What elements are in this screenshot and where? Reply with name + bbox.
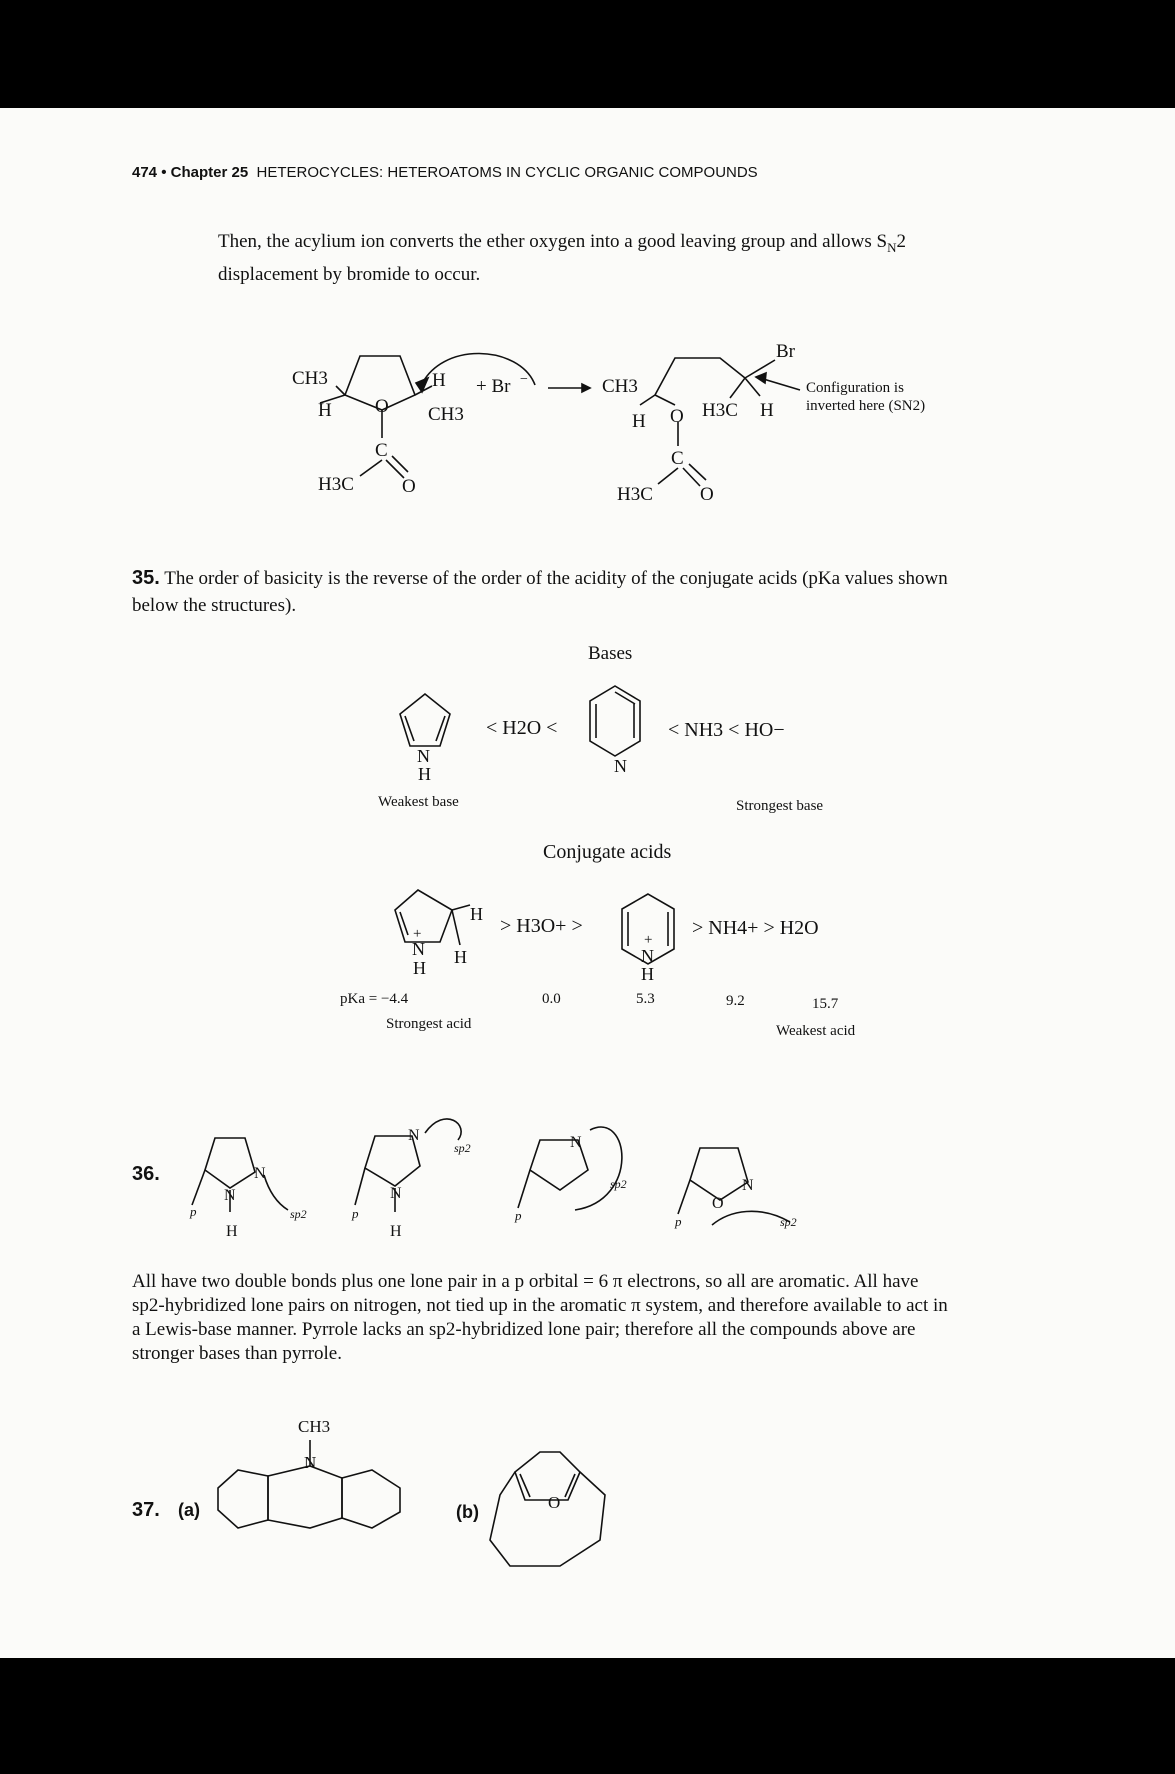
h3c-label: H3C: [617, 484, 653, 505]
intro-sn-subscript: N: [887, 239, 897, 255]
q35-line-1: The order of basicity is the reverse of the order of the acidity of the conjugate acids (pKa values shown: [164, 568, 948, 589]
q36-line-4: stronger bases than pyrrole.: [132, 1343, 342, 1364]
q36-line-2: sp2-hybridized lone pairs on nitrogen, not tied up in the aromatic π system, and therefore available to act in: [132, 1295, 948, 1316]
gt-nh4-h2o: > NH4+ > H2O: [692, 917, 819, 939]
h3c-label: H3C: [318, 474, 354, 495]
o-atom: O: [712, 1195, 724, 1212]
q36-line-1: All have two double bonds plus one lone pair in a p orbital = 6 π electrons, so all are aromatic. All have: [132, 1271, 919, 1292]
q36-number: 36.: [132, 1163, 160, 1185]
q36-line-3: a Lewis-base manner. Pyrrole lacks an sp2-hybridized lone pair; therefore all the compounds above are: [132, 1319, 916, 1340]
ch3-label: CH3: [428, 404, 464, 425]
intro-line-2: displacement by bromide to occur.: [218, 263, 481, 285]
strongest-acid-label: Strongest acid: [386, 1016, 472, 1032]
page-number: 474: [132, 164, 158, 181]
weakest-acid-label: Weakest acid: [776, 1023, 856, 1039]
pyrrolium-ch-h2: H: [454, 947, 467, 967]
q35-number: 35.: [132, 567, 160, 589]
pyridinium-h: H: [641, 964, 654, 984]
n-atom: N: [390, 1185, 402, 1202]
n-atom: N: [254, 1165, 266, 1182]
n-atom: N: [224, 1187, 236, 1204]
gt-h3o: > H3O+ >: [500, 915, 583, 937]
q37-part-b: (b): [456, 1502, 479, 1522]
cyclohexane-right: [342, 1470, 400, 1528]
header-bullet: •: [161, 164, 167, 181]
q37-part-a: (a): [178, 1500, 200, 1520]
svg-text:−: −: [520, 372, 528, 387]
pka-pyridinium: 5.3: [636, 991, 655, 1007]
pyridinium-n: N: [641, 946, 654, 966]
pyrrolium-ch-h: H: [470, 904, 483, 924]
q37-number: 37.: [132, 1499, 160, 1521]
chapter-title: HETEROCYCLES: HETEROATOMS IN CYCLIC ORGANIC COMPOUNDS: [256, 164, 758, 181]
h-atom: H: [390, 1223, 402, 1240]
sp2-label: sp2: [454, 1141, 471, 1155]
o-label: O: [700, 484, 714, 505]
n-atom: N: [742, 1177, 754, 1194]
q35-line-2: below the structures).: [132, 595, 297, 616]
h-label: H: [760, 400, 774, 421]
h-label: H: [318, 400, 332, 421]
lt-h2o: < H2O <: [486, 717, 558, 739]
weakest-base-label: Weakest base: [378, 794, 459, 810]
n-label: N: [304, 1453, 317, 1472]
br-label: Br: [776, 341, 795, 362]
p-label: p: [352, 1206, 359, 1221]
h-label: H: [432, 370, 446, 391]
intro-sn-2: 2: [896, 231, 906, 252]
pyrrole-core: [268, 1466, 342, 1528]
h-label: H: [632, 411, 646, 432]
h3c-label: H3C: [702, 400, 738, 421]
double-bond: [520, 1474, 530, 1497]
pka-h3o: 0.0: [542, 991, 561, 1007]
o-label: O: [402, 476, 416, 497]
pyrrole-h: H: [418, 764, 431, 784]
pyrrolium-h: H: [413, 958, 426, 978]
o-label: O: [375, 396, 389, 417]
bases-heading: Bases: [588, 643, 633, 664]
pka-nh4: 9.2: [726, 993, 745, 1009]
pyrrole-n: N: [417, 746, 430, 766]
p-label: p: [515, 1208, 522, 1223]
pyridine-n: N: [614, 756, 627, 776]
p-label: p: [675, 1214, 682, 1229]
c-label: C: [671, 448, 684, 469]
pka-label: pKa = −4.4: [340, 991, 409, 1007]
sp2-label: sp2: [780, 1215, 797, 1229]
plus-charge: +: [413, 926, 422, 942]
sp2-label: sp2: [610, 1177, 627, 1191]
pyrrolium-n: N: [412, 939, 425, 959]
o-label: O: [548, 1493, 561, 1512]
p-label: p: [190, 1204, 197, 1219]
strongest-base-label: Strongest base: [736, 798, 824, 814]
macrocycle-bridge: [490, 1472, 605, 1566]
ch3-label: CH3: [292, 368, 328, 389]
h-atom: H: [226, 1223, 238, 1240]
ch3-label: CH3: [602, 376, 638, 397]
n-atom: N: [570, 1134, 582, 1151]
c-label: C: [375, 440, 388, 461]
chapter-label: Chapter 25: [170, 164, 249, 181]
lt-nh3-ho: < NH3 < HO−: [668, 719, 785, 741]
conjugate-acids-heading: Conjugate acids: [543, 841, 672, 863]
pka-h2o: 15.7: [812, 996, 839, 1012]
sp2-label: sp2: [290, 1207, 307, 1221]
n-atom: N: [408, 1127, 420, 1144]
o-label: O: [670, 406, 684, 427]
note-line-2: inverted here (SN2): [806, 398, 926, 414]
plus-bromide: + Br: [476, 376, 511, 397]
intro-line-1: Then, the acylium ion converts the ether oxygen into a good leaving group and allows S: [218, 231, 888, 252]
ch3-label: CH3: [298, 1417, 331, 1436]
cyclohexane-left: [218, 1470, 268, 1528]
note-line-1: Configuration is: [806, 380, 904, 396]
plus-charge: +: [644, 932, 653, 948]
